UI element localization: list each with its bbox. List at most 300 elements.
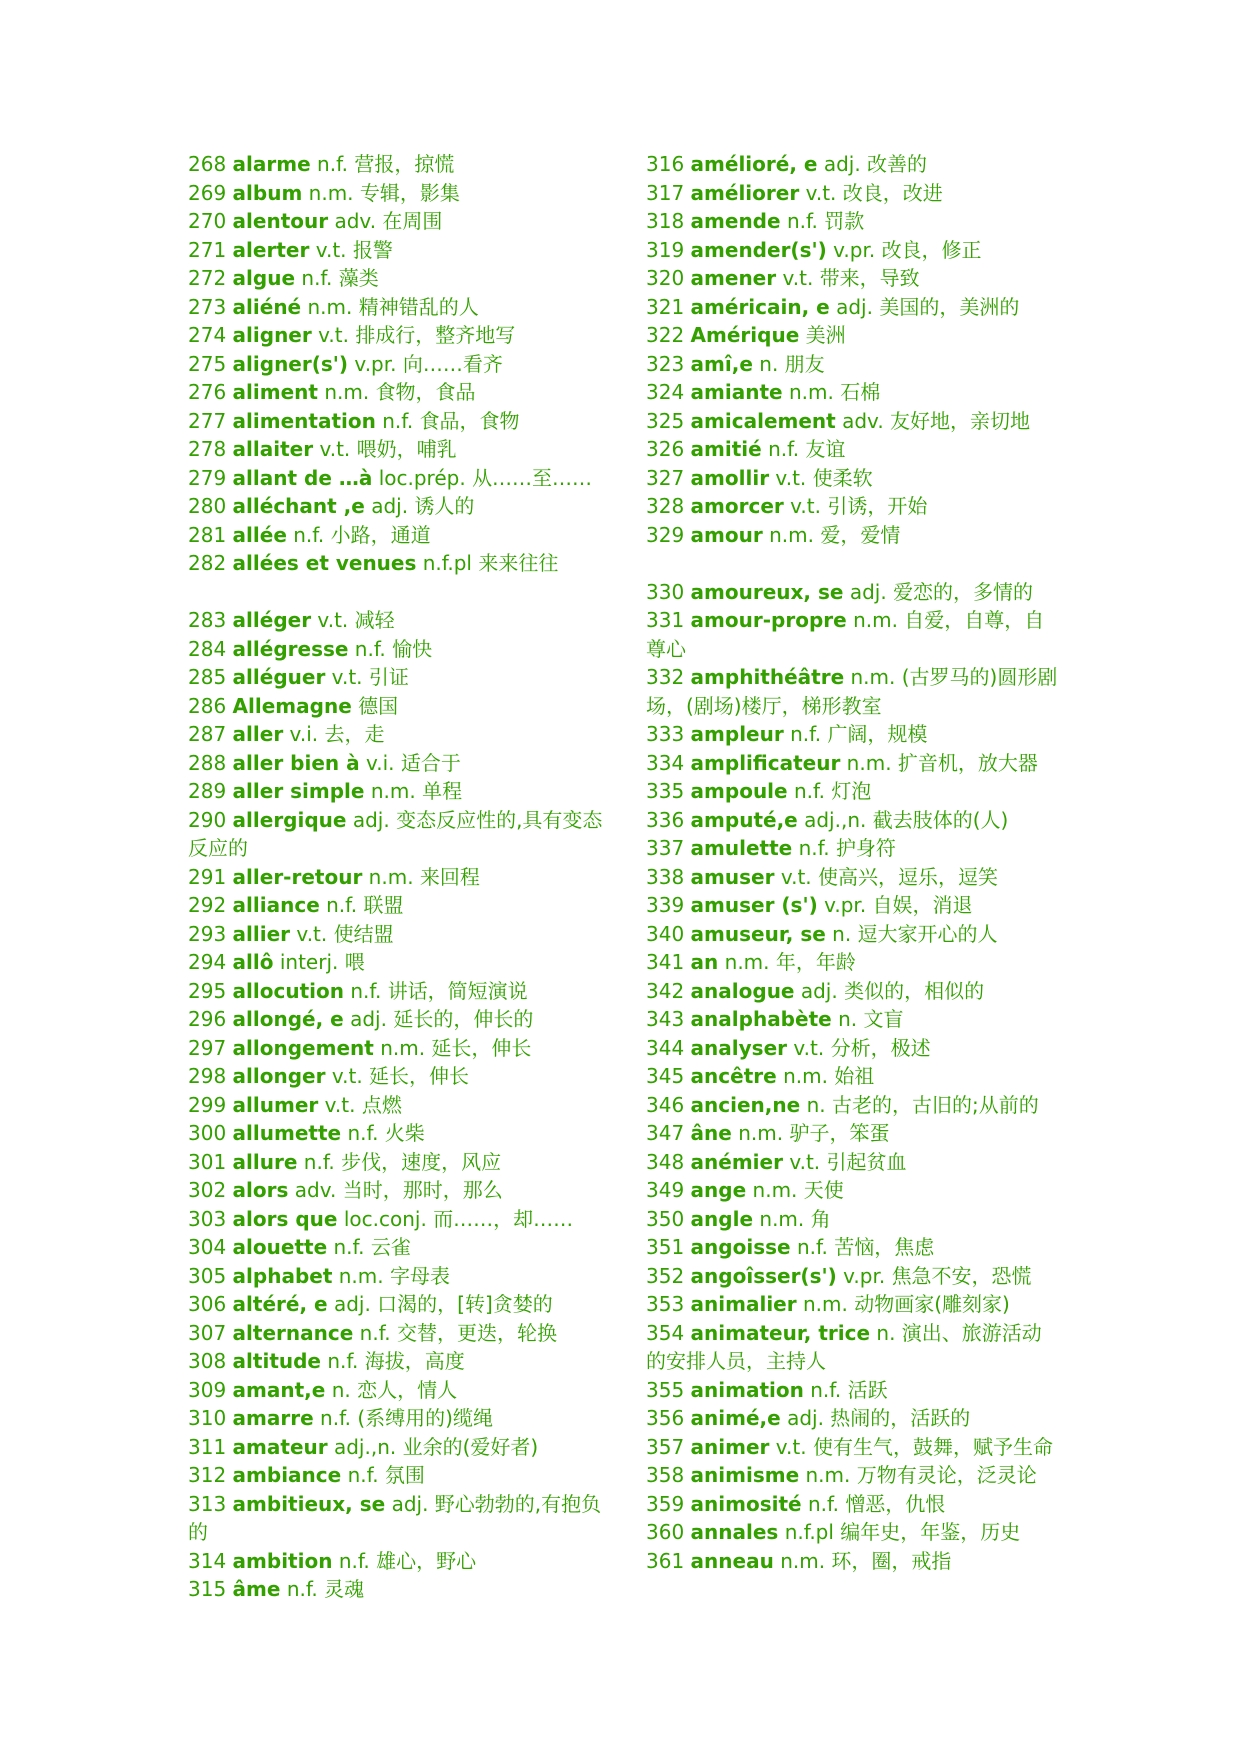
dictionary-entry <box>188 378 608 407</box>
entry-part-of-speech: n.m. <box>769 522 814 547</box>
dictionary-entry <box>646 806 1061 835</box>
entry-headword: animé,e <box>690 1406 781 1430</box>
entry-headword: ancien,ne <box>690 1092 801 1117</box>
entry-headword: amener <box>690 266 777 290</box>
entry-headword: alimentation <box>232 408 376 433</box>
entry-number: 271 <box>188 237 227 262</box>
entry-number: 324 <box>646 380 685 404</box>
dictionary-entry <box>646 891 1061 920</box>
entry-part-of-speech: v.t. <box>805 180 837 205</box>
entry-definition: 带来，导致 <box>819 266 920 290</box>
entry-headword: amphithéâtre <box>690 665 845 689</box>
entry-part-of-speech: v.t. <box>324 1092 356 1117</box>
entry-number: 282 <box>188 551 227 575</box>
entry-headword: aliment <box>232 380 318 404</box>
entry-headword: allongement <box>232 1035 374 1060</box>
entry-part-of-speech: v.i. <box>289 722 319 746</box>
entry-number: 287 <box>188 722 227 746</box>
dictionary-entry <box>646 407 1061 436</box>
entry-headword: angoisse <box>690 1235 791 1259</box>
entry-number: 292 <box>188 893 227 917</box>
entry-definition: (古罗马的)圆形剧场，(剧场)楼厅，梯形教室 <box>646 665 1058 718</box>
entry-definition: 延长，伸长 <box>431 1035 532 1060</box>
entry-number: 318 <box>646 209 685 233</box>
entry-headword: amuser <box>690 864 775 889</box>
entry-number: 286 <box>188 693 227 718</box>
dictionary-entry <box>646 1319 1061 1376</box>
entry-part-of-speech: interj. <box>279 950 339 974</box>
dictionary-entry <box>188 1319 608 1348</box>
entry-headword: annales <box>690 1520 779 1544</box>
entry-headword: améliorer <box>690 180 800 205</box>
dictionary-entry <box>188 150 608 179</box>
entry-part-of-speech: v.t. <box>296 921 328 946</box>
entry-part-of-speech: adj. <box>352 807 390 832</box>
entry-definition: 爱，爱情 <box>820 522 901 547</box>
entry-headword: ange <box>690 1178 747 1202</box>
entry-number: 307 <box>188 1320 227 1345</box>
entry-definition: 演出、旅游活动的安排人员，主持人 <box>646 1320 1042 1373</box>
entry-headword: Allemagne <box>232 693 352 718</box>
entry-part-of-speech: v.pr. <box>354 351 397 376</box>
entry-headword: alarme <box>232 152 311 176</box>
entry-part-of-speech: n.f. <box>320 1406 352 1430</box>
entry-number: 317 <box>646 180 685 205</box>
dictionary-entry <box>188 635 608 664</box>
entry-headword: amant,e <box>232 1377 326 1402</box>
entry-definition: 野心勃勃的,有抱负的 <box>188 1491 602 1544</box>
dictionary-entry <box>188 264 608 293</box>
dictionary-entry <box>646 1233 1061 1262</box>
entry-definition: 万物有灵论，泛灵论 <box>856 1463 1037 1487</box>
dictionary-entry <box>646 1176 1061 1205</box>
entry-number: 316 <box>646 152 685 176</box>
dictionary-entry <box>646 321 1061 350</box>
entry-part-of-speech: n.m. <box>853 608 898 632</box>
entry-headword: analogue <box>690 978 795 1003</box>
left-column <box>188 150 608 1604</box>
entry-definition: 雄心，野心 <box>376 1548 477 1573</box>
dictionary-entry <box>646 1433 1061 1462</box>
entry-part-of-speech: n.f.pl <box>784 1520 834 1544</box>
entry-headword: allergique <box>232 807 347 832</box>
entry-definition: 德国 <box>358 693 399 718</box>
dictionary-entry <box>646 492 1061 521</box>
entry-number: 348 <box>646 1149 685 1174</box>
entry-definition: 古老的，古旧的;从前的 <box>831 1092 1039 1117</box>
dictionary-entry <box>646 150 1061 179</box>
entry-headword: altéré, e <box>232 1292 328 1316</box>
dictionary-entry <box>646 977 1061 1006</box>
entry-number: 285 <box>188 665 227 689</box>
entry-part-of-speech: n.m. <box>802 1292 848 1316</box>
entry-part-of-speech: v.t. <box>789 1149 821 1174</box>
entry-part-of-speech: adj.,n. <box>804 807 867 832</box>
entry-definition: 石棉 <box>840 380 881 404</box>
entry-headword: amoureux, se <box>690 579 844 604</box>
dictionary-entry <box>188 863 608 892</box>
dictionary-entry <box>188 1347 608 1376</box>
dictionary-entry <box>188 1290 608 1319</box>
entry-number: 296 <box>188 1007 227 1031</box>
dictionary-entry <box>188 1148 608 1177</box>
entry-definition: 使柔软 <box>812 465 873 490</box>
dictionary-entry <box>646 777 1061 806</box>
entry-definition: 自娱，消退 <box>872 893 973 917</box>
entry-headword: amî,e <box>690 351 753 376</box>
entry-definition: 天使 <box>803 1178 844 1202</box>
entry-definition: 延长的，伸长的 <box>393 1007 534 1031</box>
entry-part-of-speech: n.m. <box>759 1206 805 1231</box>
entry-headword: analyser <box>690 1035 788 1060</box>
entry-definition: 灯泡 <box>831 779 872 803</box>
dictionary-entry <box>646 1005 1061 1034</box>
entry-part-of-speech: adv. <box>294 1178 337 1202</box>
dictionary-entry <box>646 1461 1061 1490</box>
entry-part-of-speech: n.m. <box>780 1548 826 1573</box>
dictionary-entry <box>188 977 608 1006</box>
entry-number: 304 <box>188 1235 227 1259</box>
entry-definition: 友好地，亲切地 <box>890 408 1031 433</box>
entry-headword: allée <box>232 522 287 547</box>
dictionary-entry <box>646 1290 1061 1319</box>
entry-definition: 灵魂 <box>324 1577 365 1601</box>
entry-definition: 点燃 <box>361 1092 402 1117</box>
entry-part-of-speech: v.pr. <box>843 1263 886 1288</box>
entry-number: 351 <box>646 1235 685 1259</box>
entry-definition: 扩音机，放大器 <box>897 750 1038 775</box>
entry-definition: 驴子，笨蛋 <box>789 1121 890 1145</box>
entry-headword: américain, e <box>690 294 830 319</box>
dictionary-entry <box>646 378 1061 407</box>
entry-headword: an <box>690 950 719 974</box>
entry-headword: algue <box>232 266 296 290</box>
dictionary-entry <box>646 1091 1061 1120</box>
entry-definition: 文盲 <box>863 1007 904 1031</box>
entry-part-of-speech: n. <box>832 921 852 946</box>
entry-part-of-speech: n.f. <box>301 266 333 290</box>
entry-number: 338 <box>646 864 685 889</box>
dictionary-entry <box>646 720 1061 749</box>
entry-definition: 自爱，自尊，自尊心 <box>646 608 1045 661</box>
entry-part-of-speech: n.f. <box>790 722 822 746</box>
entry-part-of-speech: n.f. <box>350 978 382 1003</box>
entry-part-of-speech: v.t. <box>315 237 347 262</box>
entry-part-of-speech: n.f. <box>303 1149 335 1174</box>
dictionary-entry <box>188 1233 608 1262</box>
entry-headword: allaiter <box>232 437 314 461</box>
entry-part-of-speech: v.i. <box>365 750 395 775</box>
dictionary-entry <box>646 1205 1061 1234</box>
entry-headword: amélioré, e <box>690 152 818 176</box>
entry-number: 344 <box>646 1035 685 1060</box>
entry-definition: 氛围 <box>384 1463 425 1487</box>
entry-part-of-speech: n.f. <box>798 836 830 860</box>
dictionary-entry <box>646 435 1061 464</box>
entry-definition: 食品，食物 <box>419 408 520 433</box>
entry-number: 353 <box>646 1292 685 1316</box>
entry-definition: 步伐，速度，风应 <box>341 1149 502 1174</box>
entry-part-of-speech: n.f. <box>338 1548 370 1573</box>
entry-headword: allées et venues <box>232 551 417 575</box>
dictionary-entry <box>188 207 608 236</box>
entry-number: 350 <box>646 1206 685 1231</box>
dictionary-entry <box>188 521 608 550</box>
entry-definition: 憎恶，仇恨 <box>845 1491 946 1516</box>
entry-number: 319 <box>646 237 685 262</box>
dictionary-entry <box>646 350 1061 379</box>
entry-headword: animisme <box>690 1463 800 1487</box>
dictionary-entry <box>646 521 1061 550</box>
entry-definition: 引诱，开始 <box>827 494 928 518</box>
entry-part-of-speech: n.m. <box>380 1035 426 1060</box>
entry-definition: 分析，极述 <box>830 1035 931 1060</box>
entry-headword: amiante <box>690 380 783 404</box>
entry-part-of-speech: n.m. <box>308 180 354 205</box>
entry-part-of-speech: adj. <box>836 294 873 319</box>
dictionary-entry <box>646 293 1061 322</box>
entry-headword: âme <box>232 1577 281 1601</box>
entry-part-of-speech: adj. <box>371 494 409 518</box>
entry-definition: 交替，更迭，轮换 <box>396 1320 557 1345</box>
entry-number: 290 <box>188 807 227 832</box>
entry-definition: 罚款 <box>824 209 865 233</box>
dictionary-entry <box>646 920 1061 949</box>
entry-part-of-speech: n.f. <box>796 1235 828 1259</box>
entry-number: 279 <box>188 465 227 490</box>
dictionary-entry <box>646 948 1061 977</box>
dictionary-entry <box>188 1062 608 1091</box>
entry-definition: 减轻 <box>354 608 395 632</box>
entry-part-of-speech: n.m. <box>752 1178 798 1202</box>
entry-headword: aller bien à <box>232 750 360 775</box>
dictionary-entry <box>188 948 608 977</box>
entry-definition: 口渴的，[转]贪婪的 <box>377 1292 553 1316</box>
entry-definition: 引起贫血 <box>826 1149 907 1174</box>
entry-part-of-speech: v.t. <box>780 864 812 889</box>
entry-part-of-speech: v.t. <box>317 608 349 632</box>
entry-number: 303 <box>188 1206 227 1231</box>
entry-number: 268 <box>188 152 227 176</box>
dictionary-entry <box>646 1034 1061 1063</box>
entry-part-of-speech: v.t. <box>318 323 349 347</box>
dictionary-entry <box>188 236 608 265</box>
entry-definition: 适合于 <box>400 750 461 775</box>
entry-definition: 热闹的，活跃的 <box>830 1406 971 1430</box>
entry-headword: allier <box>232 921 291 946</box>
dictionary-entry <box>646 1062 1061 1091</box>
dictionary-entry <box>188 1091 608 1120</box>
entry-headword: allant de …à <box>232 465 373 490</box>
entry-number: 346 <box>646 1092 685 1117</box>
entry-number: 340 <box>646 921 685 946</box>
entry-definition: 喂奶，哺乳 <box>356 437 457 461</box>
entry-number: 335 <box>646 779 685 803</box>
entry-definition: 字母表 <box>389 1263 450 1288</box>
entry-definition: 动物画家(雕刻家) <box>854 1292 1010 1316</box>
entry-headword: animosité <box>690 1491 802 1516</box>
entry-definition: 改良，改进 <box>842 180 943 205</box>
entry-part-of-speech: loc.conj. <box>343 1206 427 1231</box>
entry-headword: ambiance <box>232 1463 342 1487</box>
entry-headword: allocution <box>232 978 344 1003</box>
entry-number: 323 <box>646 351 685 376</box>
entry-headword: amuseur, se <box>690 921 826 946</box>
entry-headword: animalier <box>690 1292 797 1316</box>
entry-definition: 广阔，规模 <box>827 722 928 746</box>
entry-number: 326 <box>646 437 685 461</box>
dictionary-entry <box>188 1005 608 1034</box>
entry-headword: alerter <box>232 237 310 262</box>
dictionary-entry <box>188 464 608 493</box>
entry-headword: aligner(s') <box>232 351 349 376</box>
entry-definition: 变态反应性的,具有变态反应的 <box>188 807 603 860</box>
entry-headword: allégresse <box>232 636 349 661</box>
entry-part-of-speech: n.f. <box>768 437 800 461</box>
dictionary-entry <box>646 578 1061 607</box>
entry-headword: alors <box>232 1178 289 1202</box>
entry-definition: 向……看齐 <box>402 351 503 376</box>
dictionary-entry <box>188 606 608 635</box>
entry-headword: amitié <box>690 437 762 461</box>
entry-number: 361 <box>646 1548 685 1573</box>
entry-definition: 逗大家开心的人 <box>857 921 998 946</box>
entry-number: 274 <box>188 323 227 347</box>
entry-headword: aligner <box>232 323 312 347</box>
entry-definition: 焦急不安，恐慌 <box>891 1263 1032 1288</box>
entry-definition: 海拔，高度 <box>364 1349 465 1373</box>
entry-number: 273 <box>188 294 227 319</box>
entry-number: 357 <box>646 1434 685 1459</box>
entry-definition: 改良，修正 <box>881 237 982 262</box>
entry-definition: 而……，却…… <box>433 1206 574 1231</box>
entry-headword: aller simple <box>232 779 365 803</box>
dictionary-entry <box>646 236 1061 265</box>
dictionary-entry <box>646 663 1061 720</box>
entry-number: 291 <box>188 864 227 889</box>
entry-part-of-speech: n.m. <box>724 950 770 974</box>
dictionary-entry <box>188 1176 608 1205</box>
dictionary-entry <box>188 720 608 749</box>
entry-definition: 从……至…… <box>472 465 593 490</box>
dictionary-entry <box>188 1034 608 1063</box>
dictionary-entry <box>646 1148 1061 1177</box>
dictionary-entry <box>646 749 1061 778</box>
entry-part-of-speech: n.f. <box>786 209 818 233</box>
entry-number: 352 <box>646 1263 685 1288</box>
entry-part-of-speech: adj. <box>800 978 838 1003</box>
entry-number: 320 <box>646 266 685 290</box>
entry-part-of-speech: adj. <box>350 1007 387 1031</box>
entry-headword: alliance <box>232 893 320 917</box>
entry-number: 321 <box>646 294 685 319</box>
dictionary-entry <box>188 179 608 208</box>
entry-definition: 苦恼，焦虑 <box>834 1235 935 1259</box>
entry-number: 311 <box>188 1434 227 1459</box>
entry-number: 284 <box>188 636 227 661</box>
entry-part-of-speech: adv. <box>842 408 884 433</box>
entry-number: 332 <box>646 665 685 689</box>
dictionary-entry <box>188 891 608 920</box>
entry-definition: 来回程 <box>419 864 480 889</box>
entry-definition: 排成行，整齐地写 <box>355 323 516 347</box>
entry-part-of-speech: n.f. <box>382 408 414 433</box>
entry-headword: amarre <box>232 1406 314 1430</box>
entry-headword: amplificateur <box>690 750 841 775</box>
dictionary-entry <box>188 293 608 322</box>
dictionary-entry <box>646 464 1061 493</box>
entry-definition: 使有生气，鼓舞，赋予生命 <box>812 1434 1053 1459</box>
entry-headword: album <box>232 180 303 205</box>
entry-part-of-speech: n. <box>759 351 779 376</box>
entry-definition: 朋友 <box>784 351 825 376</box>
entry-part-of-speech: v.t. <box>782 266 814 290</box>
entry-part-of-speech: n.f. <box>293 522 325 547</box>
dictionary-entry <box>188 1376 608 1405</box>
dictionary-entry <box>646 1404 1061 1433</box>
entry-definition: 改善的 <box>867 152 928 176</box>
dictionary-entry <box>188 350 608 379</box>
entry-number: 295 <box>188 978 227 1003</box>
entry-headword: amateur <box>232 1434 328 1459</box>
entry-definition: 年，年龄 <box>775 950 856 974</box>
entry-headword: allongé, e <box>232 1007 344 1031</box>
entry-definition: 美洲 <box>805 323 846 347</box>
entry-number: 336 <box>646 807 685 832</box>
entry-headword: amputé,e <box>690 807 798 832</box>
entry-definition: 精神错乱的人 <box>358 294 479 319</box>
entry-headword: angoîsser(s') <box>690 1263 837 1288</box>
entry-part-of-speech: v.t. <box>331 1064 363 1088</box>
entry-part-of-speech: n.m. <box>783 1064 828 1088</box>
entry-headword: amende <box>690 209 781 233</box>
entry-number: 302 <box>188 1178 227 1202</box>
entry-headword: animateur, trice <box>690 1320 871 1345</box>
dictionary-entry <box>646 207 1061 236</box>
dictionary-entry <box>646 1547 1061 1576</box>
entry-definition: 使结盟 <box>333 921 394 946</box>
dictionary-entry <box>188 1461 608 1490</box>
entry-headword: allure <box>232 1149 298 1174</box>
entry-part-of-speech: n.f. <box>810 1377 842 1402</box>
dictionary-entry <box>646 264 1061 293</box>
entry-definition: 在周围 <box>382 209 443 233</box>
entry-headword: animation <box>690 1377 804 1402</box>
entry-number: 300 <box>188 1121 227 1145</box>
entry-headword: amollir <box>690 465 770 490</box>
entry-definition: 截去肢体的(人) <box>872 807 1009 832</box>
entry-number: 308 <box>188 1349 227 1373</box>
entry-headword: altitude <box>232 1349 321 1373</box>
entry-headword: alternance <box>232 1320 354 1345</box>
entry-headword: anneau <box>690 1548 774 1573</box>
entry-part-of-speech: n.m. <box>368 864 414 889</box>
entry-number: 275 <box>188 351 227 376</box>
entry-part-of-speech: n.f. <box>347 1121 379 1145</box>
entry-number: 301 <box>188 1149 227 1174</box>
entry-part-of-speech: n.m. <box>307 294 353 319</box>
entry-number: 309 <box>188 1377 227 1402</box>
entry-part-of-speech: n.f. <box>317 152 349 176</box>
entry-definition: 诱人的 <box>414 494 475 518</box>
entry-number: 342 <box>646 978 685 1003</box>
dictionary-entry <box>188 1575 608 1604</box>
entry-headword: allonger <box>232 1064 326 1088</box>
entry-definition: 去，走 <box>324 722 385 746</box>
dictionary-entry <box>188 549 608 578</box>
entry-part-of-speech: adj. <box>823 152 861 176</box>
entry-number: 272 <box>188 266 227 290</box>
